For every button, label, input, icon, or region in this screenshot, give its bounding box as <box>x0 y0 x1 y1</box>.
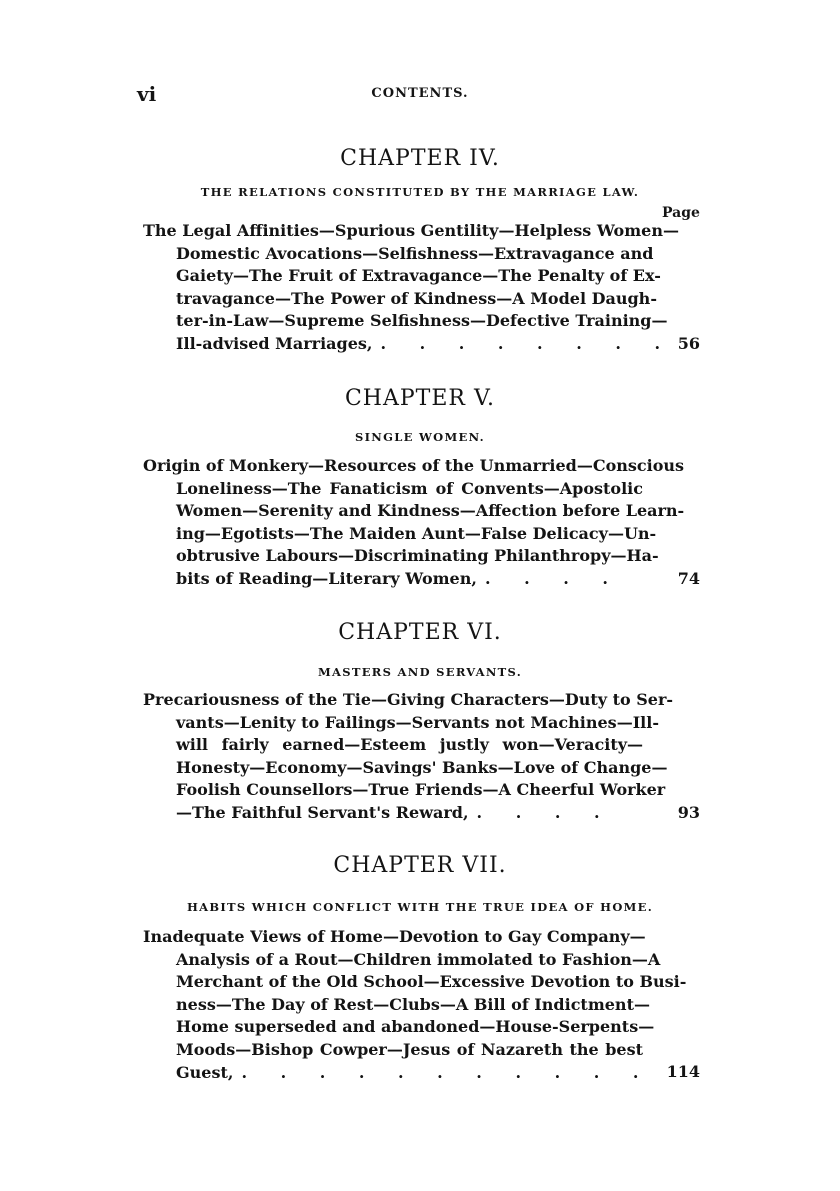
entry-line: Women—Serenity and Kindness—Affection before Learn- <box>176 501 685 521</box>
entry-line: Home superseded and abandoned—House-Serpents— <box>176 1017 655 1037</box>
entry-line: vants—Lenity to Failings—Servants not Machines—Ill- <box>176 712 659 732</box>
entry-line: travagance—The Power of Kindness—A Model Daugh- <box>176 288 657 308</box>
contents-entry <box>143 689 674 825</box>
chapter-subtitle: THE RELATIONS CONSTITUTED BY THE MARRIAGE LAW. <box>200 185 640 199</box>
chapter-subtitle: HABITS WHICH CONFLICT WITH THE TRUE IDEA OF HOME. <box>186 900 654 914</box>
entry-line-final <box>143 1062 653 1085</box>
entry-line: Analysis of a Rout—Children immolated to Fashion—A <box>176 949 661 969</box>
running-head <box>0 82 840 108</box>
chapter-subtitle: SINGLE WOMEN. <box>355 430 485 444</box>
page-number: 93 <box>677 803 700 822</box>
entry-line: ter-in-Law—Supreme Selfishness—Defective Training— <box>176 311 668 331</box>
dot-leaders: . . . . . . . . <box>380 333 675 353</box>
page-column-label: Page <box>662 205 700 221</box>
entry-line: Origin of Monkery—Resources of the Unmarried—Conscious <box>143 456 685 475</box>
dot-leaders: . . . . . . . . . . . <box>241 1062 653 1082</box>
page-numeral: vi <box>137 82 157 106</box>
entry-line-final <box>143 802 643 825</box>
dot-leaders: . . . . <box>484 568 622 588</box>
running-title: CONTENTS. <box>371 86 469 101</box>
entry-line-text: Ill-advised Marriages, <box>176 333 373 353</box>
entry-line: Gaiety—The Fruit of Extravagance—The Penalty of Ex- <box>176 266 661 286</box>
entry-line: Merchant of the Old School—Excessive Devotion to Busi- <box>176 972 687 992</box>
chapter-heading: CHAPTER VII. <box>333 853 507 878</box>
entry-line: Loneliness—The Fanaticism of Convents—Apostolic <box>176 478 643 498</box>
entry-line-text: Guest, <box>176 1062 234 1082</box>
contents-entry <box>143 455 685 591</box>
entry-line: The Legal Affinities—Spurious Gentility—Helpless Women— <box>143 221 679 240</box>
entry-line: Honesty—Economy—Savings' Banks—Love of Change— <box>176 757 668 777</box>
dot-leaders: . . . . <box>476 802 614 822</box>
entry-line: Moods—Bishop Cowper—Jesus of Nazareth the best <box>176 1039 643 1059</box>
entry-line-final <box>143 333 675 356</box>
entry-line-text: —The Faithful Servant's Reward, <box>176 802 469 822</box>
chapter-heading: CHAPTER VI. <box>338 620 502 645</box>
entry-line-final <box>143 568 643 591</box>
page-number: 56 <box>677 334 700 353</box>
entry-line: obtrusive Labours—Discriminating Philanthropy—Ha- <box>176 546 659 566</box>
entry-line: Foolish Counsellors—True Friends—A Cheerful Worker <box>176 780 666 800</box>
page-number: 114 <box>666 1062 700 1081</box>
page-number: 74 <box>677 569 700 588</box>
entry-line: Inadequate Views of Home—Devotion to Gay Company— <box>143 927 646 946</box>
chapter-heading: CHAPTER V. <box>344 386 496 411</box>
chapter-heading: CHAPTER IV. <box>340 146 500 171</box>
entry-line: ness—The Day of Rest—Clubs—A Bill of Indictment— <box>176 994 650 1014</box>
entry-line: Domestic Avocations—Selfishness—Extravagance and <box>176 243 654 263</box>
entry-line-text: bits of Reading—Literary Women, <box>176 568 477 588</box>
entry-line: ing—Egotists—The Maiden Aunt—False Delicacy—Un- <box>176 523 657 543</box>
chapter-subtitle: MASTERS AND SERVANTS. <box>318 665 522 679</box>
entry-line: will fairly earned—Esteem justly won—Veracity— <box>176 735 643 755</box>
contents-entry <box>143 220 679 356</box>
entry-line: Precariousness of the Tie—Giving Characters—Duty to Ser- <box>143 690 674 709</box>
